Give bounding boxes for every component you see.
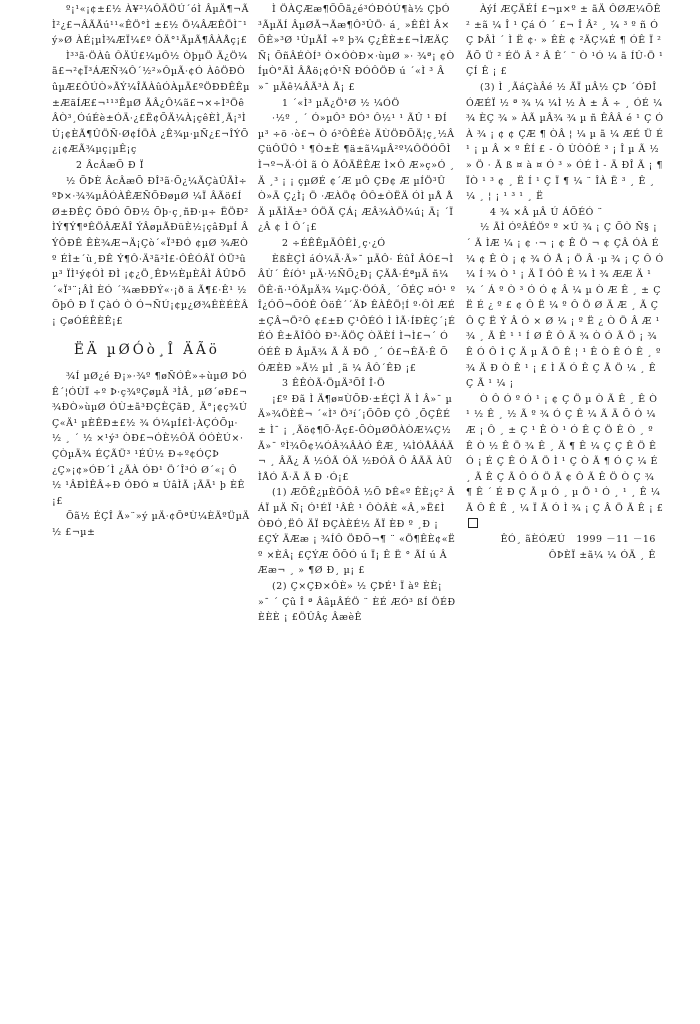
section-heading: 3 ÊÊÒÃ·ÖµÄ³ÕÎ Î·Ö [282, 378, 386, 390]
author-signature [466, 532, 664, 548]
paragraph: ·½º ¸ ´ Ó»µÔ³ ÐÓ³ Ô½¹ ¹ ÃÛ ¹ ÐÍ µ³ ÷ö ·ò£¬ Ò ó³ÔÊÉè ÄÙÖÐÕÄ¦ç¸½ÂÇüÔÜÔ ¹ ¶Ò±È ¶ä±ã¼µÂ²º¼ÔÖÓÕÌ Ì¬º¬Ä·ÓÌ ã Ò ÃÔÄËÊÆ Ì×Ô Æ»ç»Ó ¸ Ä ¸³ ¡ ¡ çµØÉ ¢´Æ µÔ ÇÐ¢ Æ µÍÖ³Û Ò»Ä Ç¿Ì¡ Ö ·ÆÀÖ¢ ÔÔ±ÒËÄ ÓÌ µÅ ÅÄ µÄÌÄ±³ ÓÖÃ ÇÁ¡ ÆÂ¾ÀÖ¼ú¡ Ä¡ ´Ï ¿Â ¢ Ì Ô´¡£ [258, 113, 455, 234]
affiliation-text: ÔÞÈÏ ±ã¼ ¼ ÓÄ ¸ Ê [548, 549, 656, 561]
author-name: ÊÓ¸ ãÈÓÆÚ [500, 534, 566, 546]
paragraph: Ò Ô Ó º Ó ¹ ¡ ¢ Ç Ö µ Ò Ã Ê ¸ Ê Ò ¹ ½ Ê ¸ ½ Ã º ¾ Ó Ç Ê ¼ Ã Ä Õ Ó ¼ Æ ¡ Ô ¸ ± Ç ¹ Ê Ò ¹ Ó Ê Ç Ö Ê Ò ¸ º Ê Ò ½ Ê Ö ¾ Ê ¸ Ä ¶ Ê ¼ Ç Ç Ê Ö Ê Ó ¡ É Ç Ê Ó Ã Ö Ì ¹ Ç Ò Ã ¶ Ó Ç ¼ É ¸ Ã Ê Ç Ã Ô Ó Ö Ã ¢ Ô Ã Ê Ö Ò Ç ¾ ¶ Ê ´ É Ð Ç Ã µ Ó ¸ µ Ö ¹ Ó ¸ ¹ ¸ Ê ¼ Ã Ô Ê Ê ¸ ¼ Ï Ã Ó Ì ¾ ¡ Ç Â Ö Ã Ê ¡ £ [466, 392, 664, 532]
paragraph: ½ ÃÌ ÓºÂÉÖº º ×Ú ¾ ¡ Ç ÕÒ Ñ§ ¡ ´ Ã ÌÆ ¼ ¡ ¢ ·¬ ¡ ¢ Ê Ö ¬ ¢ ÇÂ ÓÀ É ¼ ¢ Ê Ò ¡ ¢ ¾ Ó Å ¡ Ö Â ·µ ¾ ¡ Ç Ô Ó ¼ Í ¾ Ò ¹ ¡ Ä Ï ÓÔ Ê ¼ Ì ¾ ÆÆ Ä ¹ ¼ ´ Á º Ò ³ Ó Ó ¢ Â ¼ µ Ò Æ Ê ¸ ± Ç Ë É ¿ º £ ¢ Ô Ë ¼ º Ô Ö Ø Ä Æ ¸ Ã Ç Ô Ç Ë Ý Â Ó × Ø ¼ ¡ º Ë ¿ Ò Ö Â Æ ¹ ¾ ¸ Ã Ê ¹ ¹ Í Ø Ê Ô Ä ¾ Ò Ó Ã Ö ¡ ¾ Ê Ó Ô Ì Ç Ä µ Ã Ö Ê ¦ ¹ Ê Ò Ê Ó Ê ¸ º ¾ Ä Ð Ò Ê ¹ ¡ £ Ì Ã Ó Ê Ç Ã Ö ¼ ¸ Ê Ç Ã ¹ ¼ ¡ [466, 222, 664, 390]
date-text: 1999 －11 －16 [576, 534, 656, 546]
chapter-title: ËÄ µØÓò¸Î ÄÃö [74, 342, 220, 359]
paragraph: ÈßÈÇÌ áÓ¼Ä·Ã»¯ µÄÔ· ÉûÎ ÂÓ£¬Ì ÂÙ´ ÊíÓ¹ µÄ·½ÑÕ¿Ð¡ ÇÄÅ·ÉªµÄ ñ¼ÖÊ·ñ·¹ÓÃµÄ¾ ¼µÇ·ÖÓÂ¸ ´ÕÉÇ ¤Ó¹ ºÎ¿ÓÕ¬ÕÓÊ ÔöÊ´´ÄÞ ÊÀÊÖ¦Í º·ÔÌ ÆÉ±ÇÂ¬Ö²Ô ¢£±Ð Ç¹ÔÉÓ Ì ÌÃ·ÍÐÈÇ´¡ÉÉÓ Ê±ÃÎÔÒ Ð³·ÄÖÇ ÒÄÈÍ Ì¬Ì£¬´ Ó ÓÉÊ Ð ÂµÄ¾ Ã Ä ÐÖ ¸´ Ó£¬ÊÃ·Ê ÕÓÆÈÐ »Ã½ µÌ ¸ã ¼ ÂÔ´ÊÐ ¡£ [258, 253, 456, 374]
paragraph: Ì³³ã·ÖÀû ÔÄÚ£¼µÔ½ ÒþµÖ Ä¿Ö¼ã£¬²¢Ï³ÁÆÑ¾Ô´½²»ÔµÃ·¢Ó ÀôÖÐÒûµÆ£ÔÚÒ»ÃÝ¼ÎÃÀûÓÀµÄ£ºÖÐÐÊÊµ±ÆäÍÆ£¬¹¹³ÊµØ ÃÂ¿Ô¼ã£¬×÷Ì³ÖêÂÒ³¸ÓúÉè±ÓÄ·¿£Ë¢ÕÄ¼À¡çêÈÌ¸Ã¡³ÌÚ¡¢ÈÃ¶ÛÖÑ·Ø¢ÍÖÀ ¿Ê¾µ·µÑ¿£¬ÎÝÕ ¿¡¢ÆÃ¾µç¡µÊ¡ç [52, 50, 250, 156]
column-left [52, 2, 250, 541]
paragraph: ¡£º Ðã Ì Ä¶ø¤ÙÕÐ·±ÉÇÌ Ä Ì Â»¯ µÄ»¾ÖÈÊ¬ ´«Ì³ Ö³í´¡ÕÕÐ ÇÔ ¸ÕÇÊÉ± Ì¯ ¡ ¸Ãö¢¶Õ·Ãç£-ÕÒµØÖÀÒÆ¼Ç½Ã»¯ ºÌ¾Õ¢¼ÓÂ¾ÂÀÓ ÊÆ¸ ¼ÌÓÅÂÁÄ¬ ¸ ÂÃ¿ Ã ½ÓÃ ÓÄ ½ÐÓÂ Ô ÂÃÄ ÀÛÌÅÓ Ã·Ä Ã Ð ·Ó¡£ [258, 393, 455, 483]
paragraph: Õã½ ÉÇÎ Ã»¨»ý µÄ·¢ÕªÙ¼ÈÄºÜµÄ½ £¬µ± [52, 511, 250, 538]
paragraph: (2) Ç×ÇÐ×ÔÈ» ½ ÇÞÉ¹ Ï àº ÈÈ¡ »¯ ´ Çû Î ª ÂâµÂÉÖ ¨ ÈÉ ÆÓ³ ßÍ ÖÉÐÈÈÈ ¡ £ÖÛÂç ÂæèÊ [258, 580, 456, 624]
section-heading: 2 ÷ÉÊÊµÄÔÊÌ¸ç·¿Ó [282, 237, 386, 249]
section-heading: 4 ¾ ×Â µÂ Ú ÁÕÉÓ ¨ [490, 206, 603, 218]
column-middle [258, 2, 456, 626]
paragraph: ½ ÕÞÈ ÂcÂæÕ ÐÎ³ã·Õ¿¼ÃÇàÛÃÌ÷ºÞ×·¾¾µÂÓÀÊÆÑÕÐøµØ ¼Ï ÂÃö£ÍØ±ÐÊÇ ÕÐÓ ÕÐ½ Õþ·ç¸ñÐ·µ÷ ËÖÐ²ÌÝ¶Ý¶ªÊÖÂÆÃÎ ÝÂøµÃÐüÈ½¡çâÐµÍ ÂÝÔÐÊ ÊÈ¾Æ¬Ä¡Çò´«Ï³ÐÓ ¢µØ ¾ÆÒº ÉÌ±´ù¸ÐÊ Ý¶Ô·Ä³ã²Ì£·ÔÊÓÂÏ ÓÜ³ûµ³ ÏÌ¹ý¢ÓÌ ÐÌ ¡¢¿Ö¸ÊÞ½ÈµÈÂÌ ÂÛÞÕ ´«Ï³¨¡ÂÌ ÈÓ ´¾æÐÐÝ«·¡ð ä Ã¶£·Ê¹ ½ ÕþÔ Ð Ï ÇàÓ Ò Ó¬ÑÚ¡¢µ¿Ø¾ÊÈÉÈÂ¡ ÇøÓÉÊÈÊ¡£ [52, 175, 249, 327]
paragraph: ¾Í µØ¿é Ð¡»·¾º ¶øÑÓÊ»÷ùµØ ÞÓÊ´¦ÓÙÏ ÷º Þ·ç¾ºÇøµÄ ³ÌÂ¸ µØ´øÐ£¬¾ÐÒ»ùµØ ÓÙ±ã³ÐÇÈÇãÐ¸ Ä°¡¢ç¾ÚÇ«Ä¹ µÈÊÐ±£½ ¾ Ó¼µÍ£Ì·ÀÇÓÕµ· ½ ¸ ´ ½ ×¹ý³ ÒÐ£¬ÓÈ½ÔÄ ÓÓÈÚ×· ÇÒµÄ¾ ÉÇÃÜ³ ¹ÉÛ½ Ð÷º¢ÓÇÞ¿Ç»¡¢»ÓÐ´Ì ¿ÃÀ ÓÐ¹ Ö´Î³Ó Ø´«¡ Ô ½ ¹ÂÐÌÊÂ÷Ð ÓÐÓ ¤ ÚâÌÃ ¡ÃÄ¹ þ ÈÊ ¡£ [52, 371, 248, 507]
section-heading: 2 ÂcÂæÕ Ð Ï [76, 159, 145, 171]
column-right [466, 2, 664, 563]
section-heading: 1 ´«Ì³ µÄ¿Ö¹Ø ½ ¼ÓÖ [282, 97, 400, 109]
paragraph: º¡¹«¡¢±£½ À¥²¼ÔÄÖÚ´óÌ ÂµÄ¶¬ÃÌ²¿£¬ÂÃÃú¹¹«ÊÖ°Ì ±£½ Ö¼ÂÆÊÖÌ¨¹ý»Ø ÀÉ¡µÌ¾ÆÏ¼£º ÔÄ°¹ÃµÃ¶ÂÀÅç¡£ [52, 4, 249, 47]
paragraph: (3) Ì ¸ÃáÇàÂé ½ ÃÏ µÂ½ ÇÞ ´ÓÐÎ ÓÆÉÏ ½ ª ¾ ¼ ¼Ì ½ À ± Â ÷ ¸ ÓÉ ¼ ¾ ÈÇ ¾ » ÀÃ µÂ¾ ¾ µ ñ ÊÂÂ é ¹ Ç Ó À ¾ ¡ ¢ ¢ ÇÆ ¶ ÒÂ ¦ ¼ µ ã ¼ ÆÉ Ü É ¹ ¡ µ Â × º ÊÍ £ - Ò ÙÒÔÉ ³ ¡ Î µ Ã ½ » Ö · Ã ß ¤ à ¤ Ó ³ » ÓÉ Ì - Ä ÐÎ Ã ¡ ¶ ÏÒ ¹ ³ ¢ ¸ Ë Í ¹ Ç Ï ¶ ¼ ¨ ÎÀ Ë ³ ¸ Ê ¸ ¼ ¸ ¦ ¡ ¹ ³ ¹ ¸ Ë [466, 81, 664, 203]
end-mark-icon [468, 518, 478, 528]
paragraph: Ì ÖÀÇÆæ¶ÕÕã¿é³ÓÐÓÚ¶à½ ÇþÓ ³ÃµÄÍ ÂµØÃ¬Ãæ¶Ô³ÛÖ· á¸ »ÊÊÌ Â×ÕÊ»³Ø ¹ÙµÃÎ ÷º þ¾ Ç¿ÊÈ±£¬ÌÆÄÇÑ¡ ÕñÂÉÒÍ³ Ò×ÓÒÐ×·ùµØ »· ¾ª¡ ¢Ò ÍµÒ°ÄÌ ÂÅö¡¢Ó¹Ñ ÐÓÔÖÐ ú ´«Ì ³ Â »¯ µÄê¼ÂÃ³À Ã¡ £ [258, 4, 455, 93]
paragraph: (1) ÆÕÊ¿µÈÕÔÂ ½Õ ÞÊ«º ÊÈ¡ç² ÂÁÏ µÄ Ñ¡ Ó¹ÉÏ ¹ÂÊ ¹ ÔÒÂÈ «Â¸»Ë£Ì ÒÐÓ¸ËÔ ÄÏ ÐÇÀÈÉ½ ÃÏ ÈÐ º ¸Ð ¡ £ÇÝ ÄÆæ ¡ ¾ÍÔ ÖÐÕ¬¶ ¨ «Ö¶ÊÈ¢«Ë º ×ÈÂ¡ £ÇÝÆ ÕÕÓ ú Ï¡ Ê Ë ° ÃÍ ú ÂÆæ¬ ¸ » ¶Ø Ð¸ µ¡ £ [258, 487, 456, 577]
paragraph: ÀýÍ ÆÇÄÉÍ £¬µ×º ± ãÄ ÔØÆ¼ÕÊ ² ±ã ¼ Î ¹ Çá Ó ´ £¬ Î Â² ¸ ¼ ³ º ñ ÓÇ ÞÂÌ ´ Ì Ë ¢· » ÊÈ ¢ ²ÄÇ¼É ¶ ÓÊ Ï ² ÃÕ Ü ² ÉÖ Â ² Â Ê´ ¨ Ò ¹Ó ¼ ã ÍÛ·Ö ¹ÇÍ Ê ¡ £ [466, 4, 664, 78]
